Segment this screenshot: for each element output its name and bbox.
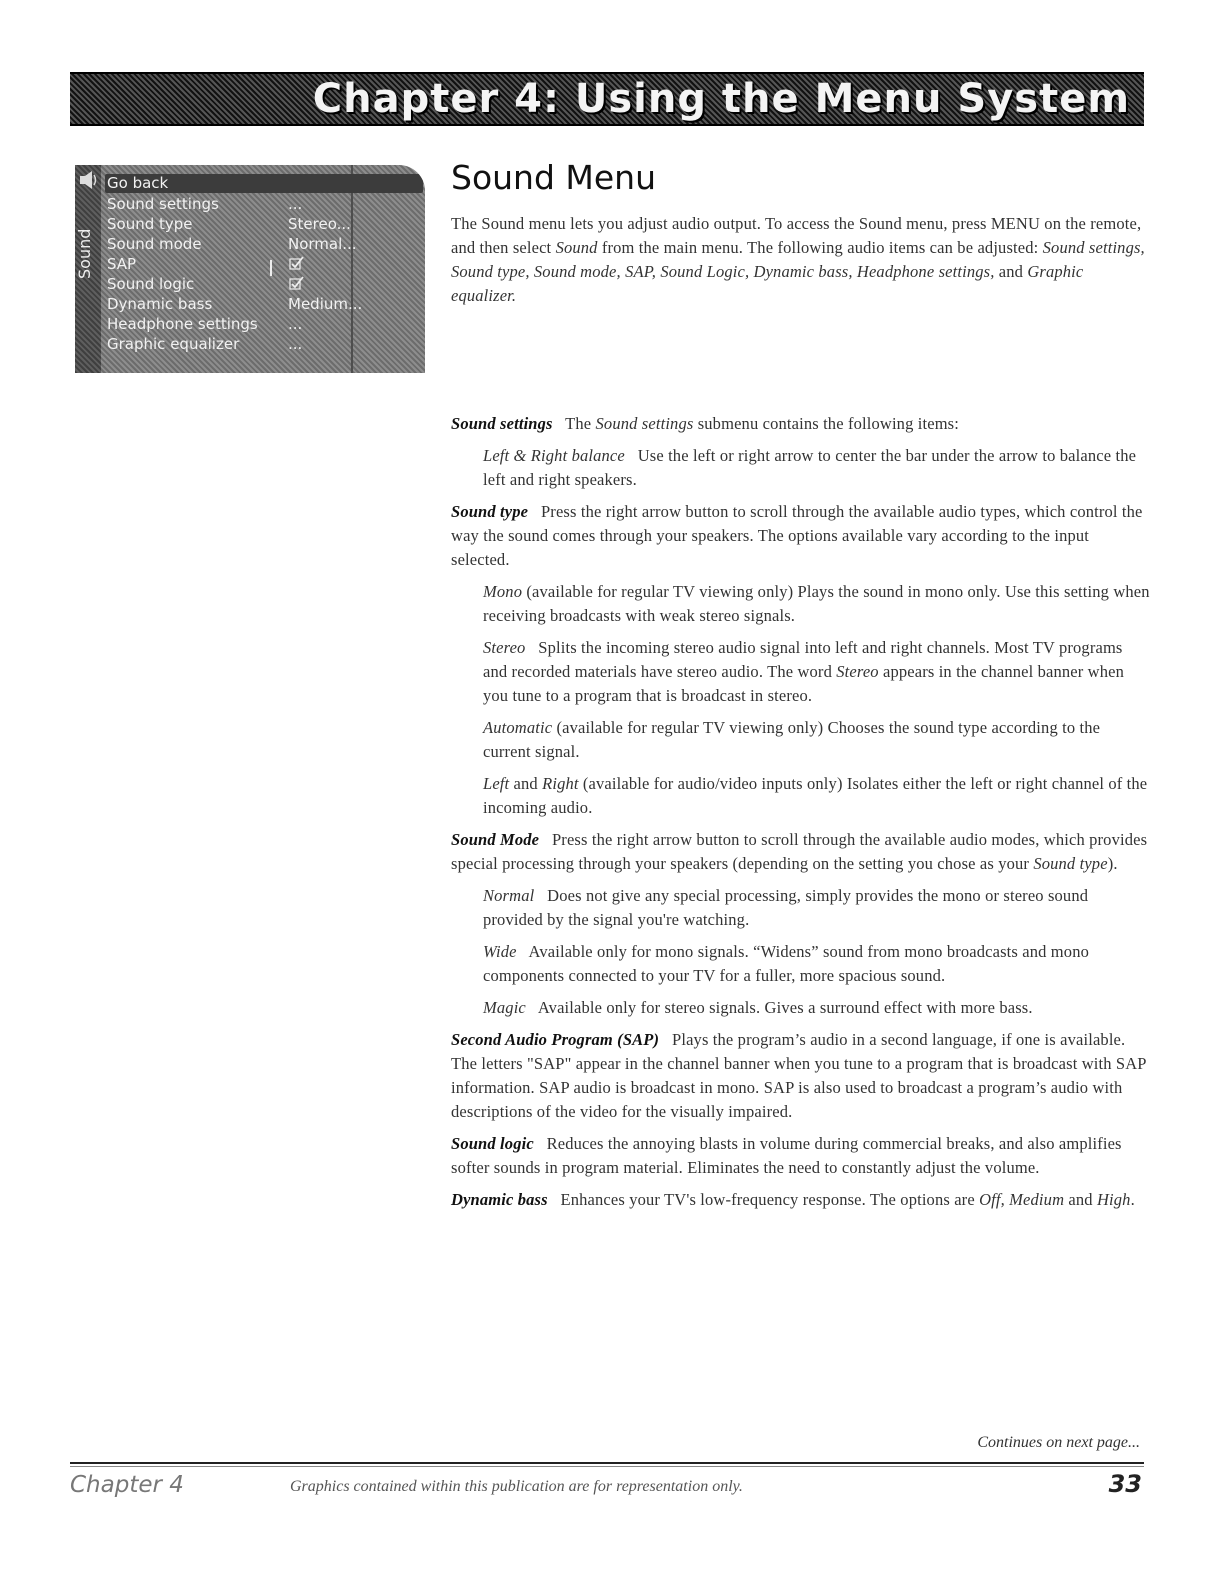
- menu-item-label: Headphone settings: [107, 315, 258, 333]
- desc-sap: [451, 1028, 1151, 1124]
- desc-automatic: [483, 716, 1151, 764]
- subterm: Stereo: [483, 638, 526, 657]
- footer-rule: [70, 1462, 1144, 1464]
- desc-text: Splits the incoming stereo audio signal into left and right channels. Most TV programs and recorded materials have stereo audio. The word: [483, 638, 1123, 681]
- sound-menu-screenshot: [75, 165, 425, 373]
- menu-item-sound-mode[interactable]: [105, 235, 423, 254]
- term: Sound logic: [451, 1134, 534, 1153]
- desc-text: Plays the program’s audio in a second language, if one is available. The letters "SAP" appear in the channel banner when you tune to a program that is broadcast with SAP information. SAP audio is broadcast in mono. SAP is also used to broadcast a program’s audio with descriptions of the video for the visually impaired.: [451, 1030, 1147, 1121]
- term: Dynamic bass: [451, 1190, 548, 1209]
- term: Sound settings: [451, 414, 553, 433]
- desc-sound-settings: [451, 412, 1151, 436]
- subterm: Normal: [483, 886, 535, 905]
- menu-item-label: SAP: [107, 255, 137, 273]
- continues-note: Continues on next page...: [977, 1434, 1140, 1451]
- subterm: Left: [483, 774, 510, 793]
- intro-text: from the main menu. The following audio items can be adjusted:: [597, 238, 1043, 257]
- subterm: Right: [542, 774, 579, 793]
- desc-magic: [483, 996, 1151, 1020]
- desc-emphasis: Sound settings: [595, 414, 694, 433]
- chapter-title: Chapter 4: Using the Menu System: [312, 76, 1130, 122]
- desc-emphasis: Sound type: [1033, 854, 1108, 873]
- intro-emphasis: Sound: [555, 238, 598, 257]
- chapter-banner: [70, 72, 1144, 126]
- desc-text: and: [509, 774, 543, 793]
- footer-chapter: Chapter 4: [70, 1472, 184, 1498]
- desc-text: (available for regular TV viewing only) Plays the sound in mono only. Use this setting when receiving broadcasts with weak stereo signals.: [483, 582, 1150, 625]
- desc-lr-balance: [483, 444, 1151, 492]
- desc-stereo: [483, 636, 1151, 708]
- desc-text: Press the right arrow button to scroll through the available audio modes, which provides special processing through your speakers (depending on the setting you chose as your: [451, 830, 1148, 873]
- desc-sound-logic: [451, 1132, 1151, 1180]
- footer-rule-thin: [70, 1466, 1144, 1467]
- menu-item-label: Sound settings: [107, 195, 219, 213]
- menu-item-value: ...: [288, 315, 303, 333]
- menu-item-label: Go back: [107, 174, 169, 192]
- menu-item-label: Graphic equalizer: [107, 335, 240, 353]
- menu-cursor: [270, 260, 272, 276]
- intro-text: and: [994, 262, 1028, 281]
- menu-item-value: Medium...: [288, 295, 363, 313]
- footer-disclaimer: Graphics contained within this publication are for representation only.: [290, 1478, 743, 1495]
- menu-sidebar-label: Sound: [75, 228, 94, 279]
- desc-dynamic-bass: [451, 1188, 1151, 1212]
- desc-text: (available for audio/video inputs only) Isolates either the left or right channel of the incoming audio.: [483, 774, 1148, 817]
- desc-text: Does not give any special processing, simply provides the mono or stereo sound provided by the signal you're watching.: [483, 886, 1089, 929]
- desc-wide: [483, 940, 1151, 988]
- speaker-icon: [78, 169, 98, 191]
- desc-text: .: [1130, 1190, 1135, 1209]
- desc-text: ).: [1107, 854, 1118, 873]
- menu-sidebar: [75, 165, 101, 373]
- checkbox-checked-icon[interactable]: [289, 276, 304, 291]
- menu-item-label: Dynamic bass: [107, 295, 213, 313]
- term: Second Audio Program (SAP): [451, 1030, 660, 1049]
- desc-text: (available for regular TV viewing only) Chooses the sound type according to the current signal.: [483, 718, 1101, 761]
- menu-item-sap[interactable]: [105, 255, 423, 274]
- item-descriptions: [451, 412, 1151, 1220]
- menu-item-value: Stereo...: [288, 215, 351, 233]
- intro-emphasis: Sound settings, Sound type, Sound mode, SAP, Sound Logic, Dynamic bass, Headphone settings,: [451, 238, 1145, 281]
- term: Sound type: [451, 502, 529, 521]
- menu-item-value: ...: [288, 195, 303, 213]
- menu-item-sound-logic[interactable]: [105, 275, 423, 294]
- desc-text: submenu contains the following items:: [693, 414, 959, 433]
- menu-item-sound-type[interactable]: [105, 215, 423, 234]
- desc-text: Enhances your TV's low-frequency response. The options are: [560, 1190, 980, 1209]
- desc-text: Reduces the annoying blasts in volume during commercial breaks, and also amplifies softer sounds in program material. Eliminates the need to constantly adjust the volume.: [451, 1134, 1122, 1177]
- desc-emphasis: Off, Medium: [979, 1190, 1065, 1209]
- desc-normal: [483, 884, 1151, 932]
- desc-sound-type: [451, 500, 1151, 572]
- menu-item-label: Sound mode: [107, 235, 202, 253]
- desc-left-right: [483, 772, 1151, 820]
- desc-mono: [483, 580, 1151, 628]
- menu-item-sound-settings[interactable]: [105, 195, 423, 214]
- menu-item-dynamic-bass[interactable]: [105, 295, 423, 314]
- menu-item-label: Sound type: [107, 215, 193, 233]
- desc-emphasis: Stereo: [836, 662, 879, 681]
- menu-item-go-back[interactable]: [105, 174, 423, 193]
- intro-emphasis: Graphic equalizer.: [451, 262, 1084, 305]
- checkbox-checked-icon[interactable]: [289, 256, 304, 271]
- menu-item-value: Normal...: [288, 235, 357, 253]
- desc-emphasis: High: [1096, 1190, 1131, 1209]
- menu-item-graphic-equalizer[interactable]: [105, 335, 423, 354]
- desc-text: The: [565, 414, 596, 433]
- menu-item-headphone-settings[interactable]: [105, 315, 423, 334]
- section-heading: Sound Menu: [451, 158, 657, 197]
- page-number: 33: [1108, 1470, 1142, 1498]
- desc-text: Press the right arrow button to scroll through the available audio types, which control the way the sound comes through your speakers. The options available vary according to the input selected.: [451, 502, 1143, 569]
- desc-sound-mode: [451, 828, 1151, 876]
- desc-text: and: [1064, 1190, 1097, 1209]
- menu-item-label: Sound logic: [107, 275, 195, 293]
- menu-item-value: ...: [288, 335, 303, 353]
- desc-text: Use the left or right arrow to center the bar under the arrow to balance the left and right speakers.: [483, 446, 1137, 489]
- desc-text: Available only for mono signals. “Widens” sound from mono broadcasts and mono components connected to your TV for a fuller, more spacious sound.: [483, 942, 1089, 985]
- subterm: Mono: [483, 582, 523, 601]
- subterm: Left & Right balance: [483, 446, 625, 465]
- subterm: Wide: [483, 942, 517, 961]
- intro-paragraph: [451, 212, 1151, 308]
- subterm: Magic: [483, 998, 526, 1017]
- desc-text: Available only for stereo signals. Gives a surround effect with more bass.: [537, 998, 1033, 1017]
- term: Sound Mode: [451, 830, 540, 849]
- desc-text: appears in the channel banner when you tune to a program that is broadcast in stereo.: [483, 662, 1125, 705]
- subterm: Automatic: [483, 718, 553, 737]
- intro-text: The Sound menu lets you adjust audio output. To access the Sound menu, press MENU on the remote, and then select: [451, 214, 1142, 257]
